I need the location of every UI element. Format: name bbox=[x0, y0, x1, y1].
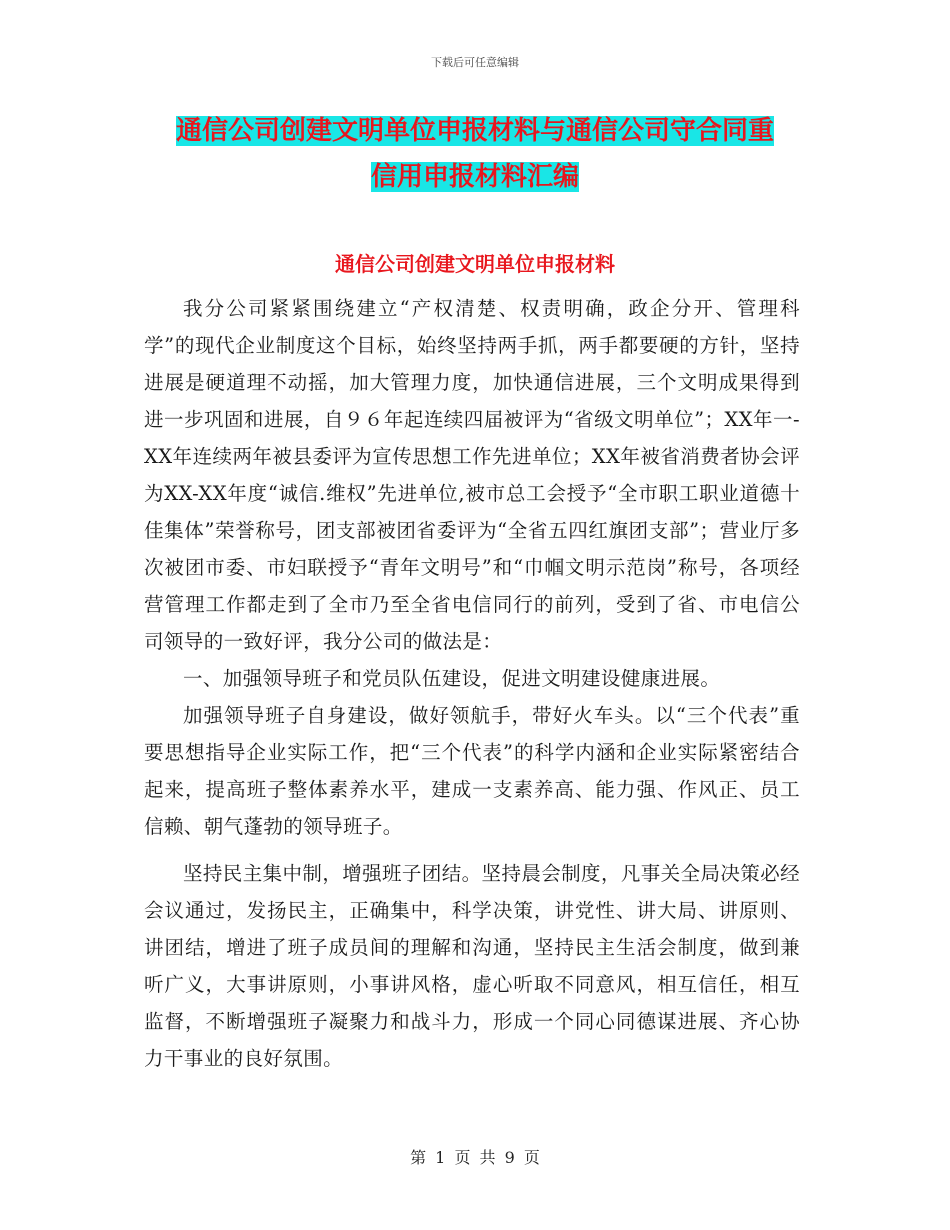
paragraph-heading-1: 一、加强领导班子和党员队伍建设，促进文明建设健康进展。 bbox=[183, 667, 721, 690]
page-header-note: 下载后可任意编辑 bbox=[431, 56, 519, 69]
paragraph-intro: 我分公司紧紧围绕建立“产权清楚、权责明确，政企分开、管理科学”的现代企业制度这个目标，始终坚持两手抓，两手都要硬的方针，坚持进展是硬道理不动摇，加大管理力度，加快通信进展，三个文明成果得到进一步巩固和进展，自９６年起连续四届被评为“省级文明单位”；XX年一-XX年连续两年被县委评为宣传思想工作先进单位；XX年被省消费者协会评为XX-XX年度“诚信.维权”先进单位,被市总工会授予“全市职工职业道德十佳集体”荣誉称号，团支部被团省委评为“全省五四红旗团支部”；营业厅多次被团市委、市妇联授予“青年文明号”和“巾帼文明示范岗”称号，各项经营管理工作都走到了全市乃至全省电信同行的前列，受到了省、市电信公司领导的一致好评，我分公司的做法是： bbox=[144, 297, 800, 653]
document-body bbox=[144, 290, 800, 1077]
document-title-line-1: 通信公司创建文明单位申报材料与通信公司守合同重 bbox=[175, 116, 774, 146]
section-title: 通信公司创建文明单位申报材料 bbox=[335, 252, 615, 276]
paragraph-leadership: 加强领导班子自身建设，做好领航手，带好火车头。以“三个代表”重要思想指导企业实际工作，把“三个代表”的科学内涵和企业实际紧密结合起来，提高班子整体素养水平，建成一支素养高、能力强、作风正、员工信赖、朝气蓬勃的领导班子。 bbox=[144, 704, 800, 838]
document-title bbox=[140, 108, 810, 200]
document-title-line-2: 信用申报材料汇编 bbox=[370, 162, 579, 192]
page-number: 第 1 页 共 9 页 bbox=[410, 1148, 540, 1167]
paragraph-democracy: 坚持民主集中制，增强班子团结。坚持晨会制度，凡事关全局决策必经会议通过，发扬民主，正确集中，科学决策，讲党性、讲大局、讲原则、讲团结，增进了班子成员间的理解和沟通，坚持民主生活会制度，做到兼听广义，大事讲原则，小事讲风格，虚心听取不同意风，相互信任，相互监督，不断增强班子凝聚力和战斗力，形成一个同心同德谋进展、齐心协力干事业的良好氛围。 bbox=[144, 862, 800, 1070]
